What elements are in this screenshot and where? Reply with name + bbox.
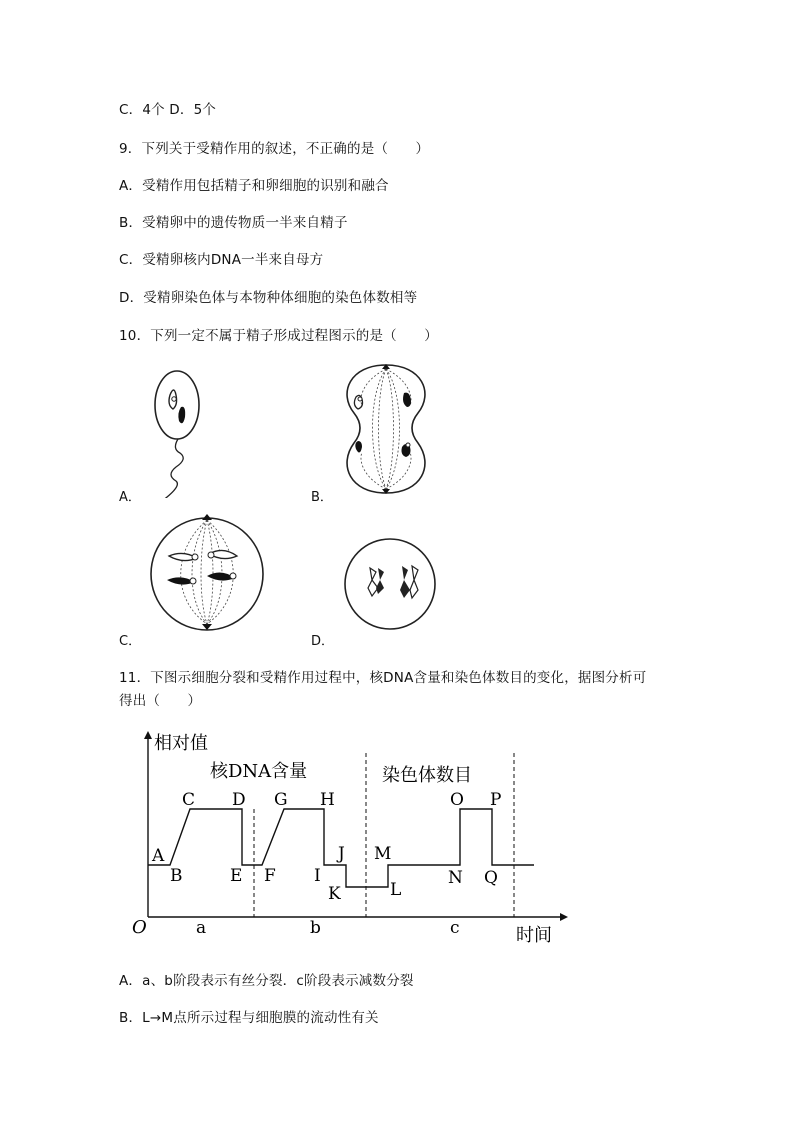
q10-label-c: C． [119,634,142,649]
q10-label-a: A． [119,490,141,505]
q10-figure-c-meiosis [147,510,271,634]
q9-option-b: B．受精卵中的遗传物质一半来自精子 [119,215,348,231]
q9-option-c: C．受精卵核内DNA一半来自母方 [119,252,324,268]
x-axis-label: 时间 [516,925,552,946]
q11-stem-line2: 得出（ ） [119,693,202,709]
q10-stem: 10．下列一定不属于精子形成过程图示的是（ ） [119,328,438,344]
y-axis-arrow [144,731,152,739]
stage-label-b: b [310,918,321,938]
point-label-g: G [274,790,288,810]
stage-label-a: a [196,918,207,938]
region-title-chromosome: 染色体数目 [382,765,472,786]
point-label-f: F [264,866,276,886]
q11-chart [124,725,570,950]
point-label-j: J [338,844,345,864]
point-label-p: P [490,790,502,810]
q10-label-b: B． [311,490,333,505]
point-label-i: I [314,866,321,886]
q9-option-d: D．受精卵染色体与本物种体细胞的染色体数相等 [119,290,418,306]
point-label-l: L [390,880,402,900]
point-label-d: D [232,790,246,810]
stage-label-c: c [450,918,460,938]
point-label-h: H [320,790,335,810]
point-label-a: A [152,846,165,866]
q11-option-a: A．a、b阶段表示有丝分裂．c阶段表示减数分裂 [119,973,414,989]
q10-figure-a-sperm [148,368,218,498]
point-label-b: B [170,866,183,886]
q9-stem: 9．下列关于受精作用的叙述，不正确的是（ ） [119,141,430,157]
point-label-m: M [374,844,392,864]
point-label-e: E [230,866,243,886]
y-axis-label: 相对值 [154,733,208,754]
point-label-o: O [450,790,464,810]
point-label-q: Q [484,868,498,888]
q10-label-d: D． [311,634,335,649]
origin-label: O [132,917,147,938]
point-label-k: K [328,884,341,904]
point-label-n: N [448,868,463,888]
q10-figure-d-tetrads [342,536,438,632]
q10-figure-b-anaphase [338,363,434,497]
q9-option-a: A．受精作用包括精子和卵细胞的识别和融合 [119,178,389,194]
region-title-dna: 核DNA含量 [210,761,308,782]
q11-option-b: B．L→M点所示过程与细胞膜的流动性有关 [119,1010,379,1026]
x-axis-arrow [560,913,568,921]
q8-tail-options: C．4个 D．5个 [119,102,217,118]
q11-stem-line1: 11．下图示细胞分裂和受精作用过程中，核DNA含量和染色体数目的变化，据图分析可 [119,670,647,686]
point-label-c: C [182,790,196,810]
